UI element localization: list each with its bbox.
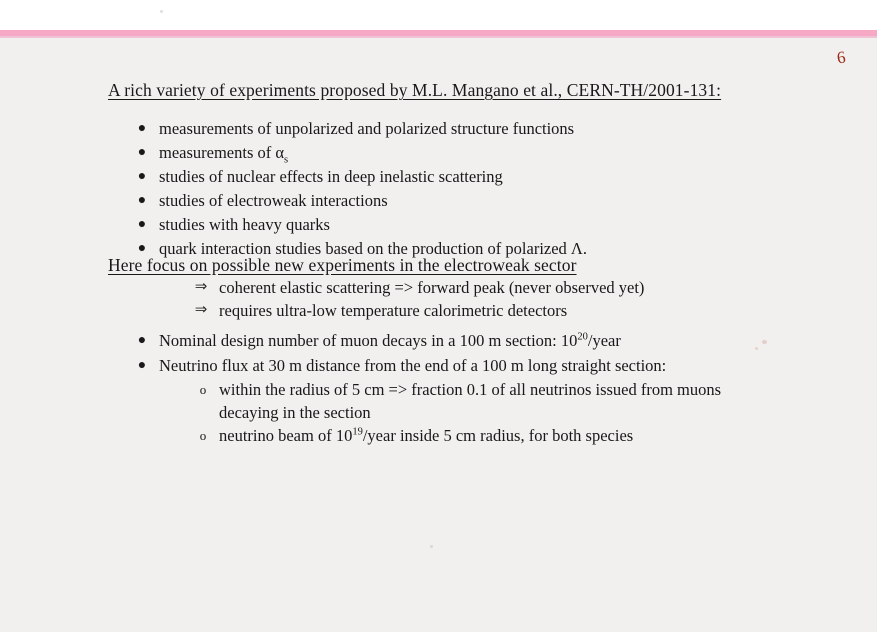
bullet-icon: ● xyxy=(137,121,147,136)
circle-bullet-icon: o xyxy=(199,428,207,443)
list-item-label: requires ultra-low temperature calorimetric detectors xyxy=(219,301,568,320)
list-item-label: quark interaction studies based on the production of polarized Λ. xyxy=(159,239,588,258)
list-item xyxy=(194,299,644,322)
list-item-label xyxy=(159,331,621,350)
flux-sub2-text: neutrino beam of 10 xyxy=(219,426,353,445)
bullet-icon: ● xyxy=(137,333,147,348)
list-item-label: measurements of unpolarized and polarized structure functions xyxy=(159,119,575,138)
list-item xyxy=(137,118,587,141)
list-item-label-continued: decaying in the section xyxy=(219,403,371,422)
flux-sub2-suffix: /year inside 5 cm radius, for both species xyxy=(362,426,634,445)
bullet-icon: ● xyxy=(137,357,147,373)
list-item-label: Neutrino flux at 30 m distance from the end of a 100 m long straight section: xyxy=(159,355,667,375)
arrow-right-icon: ⇒ xyxy=(194,279,208,295)
flux-sublist xyxy=(199,378,726,447)
bullet-icon: ● xyxy=(137,145,147,160)
list-item-label: studies of electroweak interactions xyxy=(159,191,388,210)
list-item xyxy=(199,378,726,424)
alpha-subscript: s xyxy=(284,154,289,166)
bullet-icon: ● xyxy=(137,241,147,256)
list-item xyxy=(137,355,722,447)
bullet-icon: ● xyxy=(137,193,147,208)
list-item xyxy=(137,166,587,189)
section-heading-electroweak: Here focus on possible new experiments in the electroweak sector xyxy=(108,255,577,275)
electroweak-list xyxy=(194,276,645,322)
list-item-label: coherent elastic scattering => forward peak (never observed yet) xyxy=(219,278,645,297)
arrow-right-icon: ⇒ xyxy=(194,302,208,318)
list-item xyxy=(137,330,666,353)
exponent: 20 xyxy=(577,331,588,343)
experiments-list xyxy=(137,118,588,262)
page-number: 6 xyxy=(835,47,847,68)
list-item-label: studies with heavy quarks xyxy=(159,215,330,234)
bullet-icon: ● xyxy=(137,169,147,184)
exponent: 19 xyxy=(352,426,363,438)
bullet-icon: ● xyxy=(137,217,147,232)
list-item xyxy=(137,214,587,237)
circle-bullet-icon: o xyxy=(199,382,207,397)
flux-item1-suffix: /year xyxy=(587,331,621,350)
list-item-label xyxy=(219,426,633,445)
page-title: A rich variety of experiments proposed by M.L. Mangano et al., CERN-TH/2001-131: xyxy=(108,80,722,100)
list-item xyxy=(199,424,726,447)
list-item-label: studies of nuclear effects in deep inelastic scattering xyxy=(159,167,503,186)
list-item-label: measurements of α xyxy=(159,143,285,162)
list-item xyxy=(137,190,587,213)
flux-list xyxy=(137,330,722,448)
list-item-label: within the radius of 5 cm => fraction 0.1 of all neutrinos issued from muons xyxy=(219,380,722,399)
list-item xyxy=(194,276,645,299)
flux-item1-text: Nominal design number of muon decays in a 100 m section: 10 xyxy=(159,331,578,350)
list-item xyxy=(137,142,587,166)
